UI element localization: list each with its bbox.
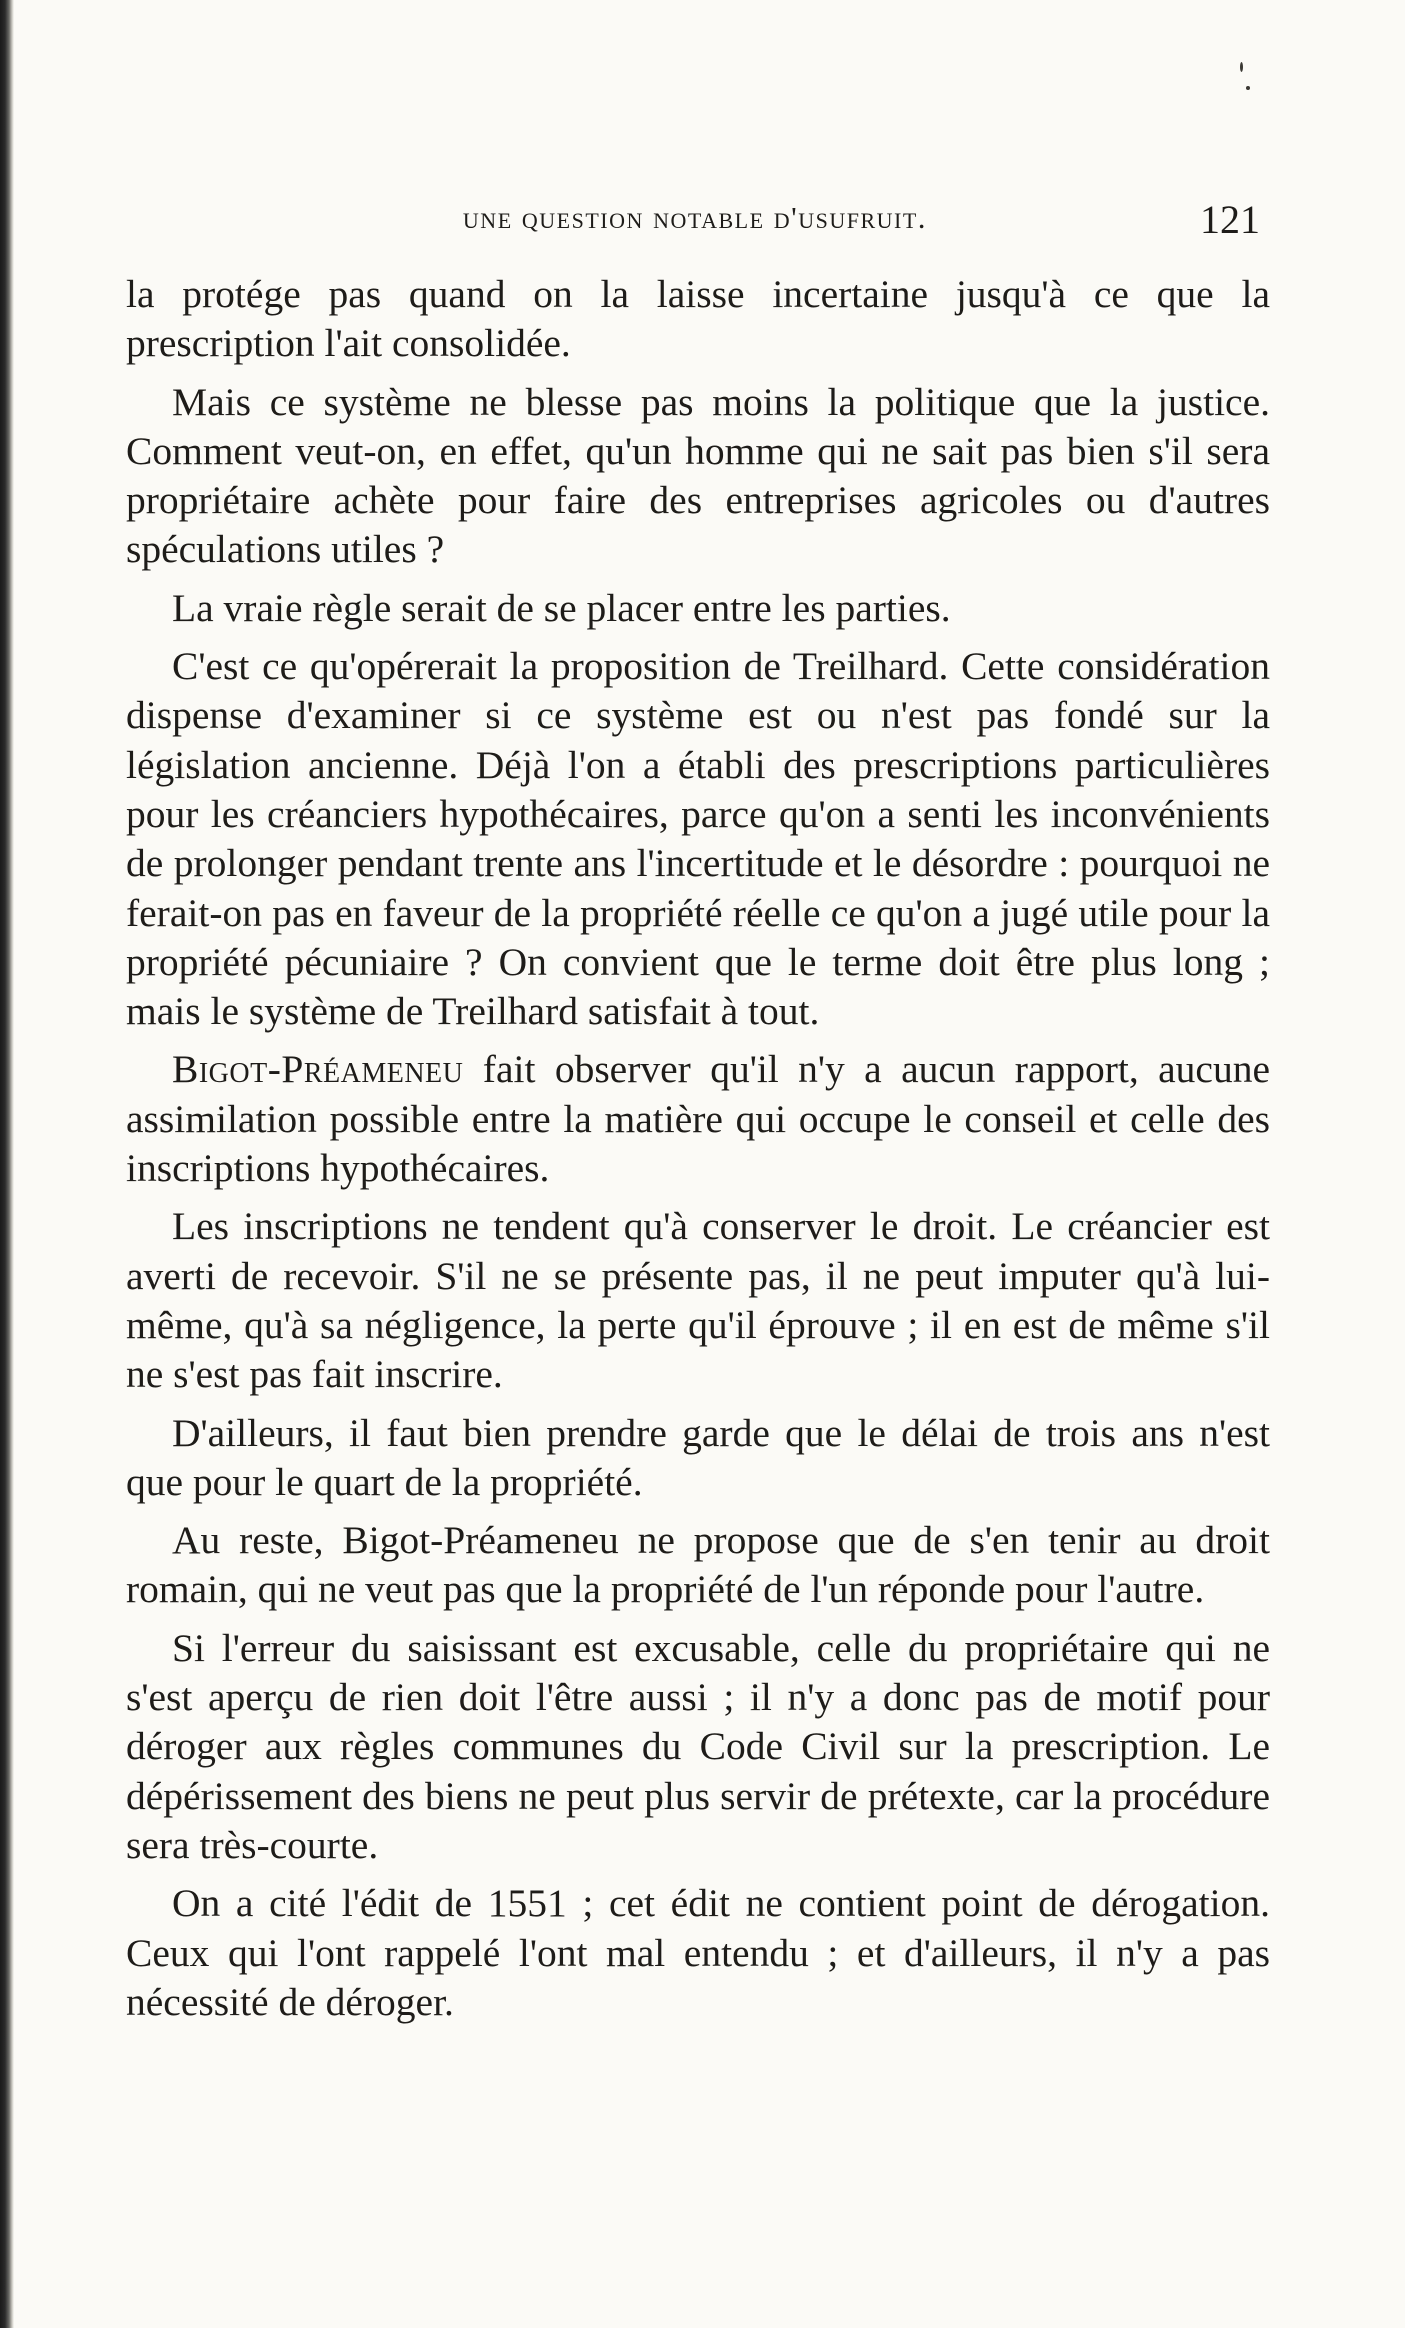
paragraph: Au reste, Bigot-Préameneu ne propose que de s'en tenir au droit romain, qui ne veut pas que la propriété de l'un réponde pour l'autre. (126, 1518, 1270, 1612)
paragraph-text: fait observer qu'il n'y a aucun rapport, aucune assimilation possible entre la matière qui occupe le conseil et celle des inscriptions hypothécaires. (126, 1047, 1270, 1191)
paragraph: C'est ce qu'opérerait la proposition de Treilhard. Cette considération dispense d'examiner si ce système est ou n'est pas fondé sur la législation ancienne. Déjà l'on a établi des prescriptions particulières pour les créanciers hypothécaires, parce qu'on a senti les inconvénients de prolonger pendant trente ans l'incertitude et le désordre : pourquoi ne ferait-on pas en faveur de la propriété réelle ce qu'on a jugé utile pour la propriété pécuniaire ? On convient que le terme doit être plus long ; mais le système de Treilhard satisfait à tout. (126, 644, 1270, 1034)
paragraph: On a cité l'édit de 1551 ; cet édit ne contient point de dérogation. Ceux qui l'ont rappelé l'ont mal entendu ; et d'ailleurs, il n'y a pas nécessité de déroger. (126, 1881, 1270, 2024)
page-number: 121 (1200, 197, 1260, 242)
page-header (130, 196, 1260, 244)
paragraph: Mais ce système ne blesse pas moins la politique que la justice. Comment veut-on, en effet, qu'un homme qui ne sait pas bien s'il sera propriétaire achète pour faire des entreprises agricoles ou d'autres spéculations utiles ? (126, 379, 1270, 572)
paragraph: Les inscriptions ne tendent qu'à conserver le droit. Le créancier est averti de recevoir. S'il ne se présente pas, il ne peut imputer qu'à lui-même, qu'à sa négligence, la perte qu'il éprouve ; il en est de même s'il ne s'est pas fait inscrire. (126, 1204, 1270, 1397)
paragraph: Si l'erreur du saisissant est excusable, celle du propriétaire qui ne s'est aperçu de rien doit l'être aussi ; il n'y a donc pas de motif pour déroger aux règles communes du Code Civil sur la prescription. Le dépérissement des biens ne peut plus servir de prétexte, car la procédure sera très-courte. (126, 1625, 1270, 1867)
running-title: une question notable d'usufruit. (462, 200, 928, 235)
ink-speck (1246, 86, 1250, 90)
ink-speck (1240, 62, 1243, 72)
paragraph: La vraie règle serait de se placer entre les parties. (172, 585, 951, 630)
body-text (126, 270, 1270, 2036)
speaker-name: Bigot-Préameneu (172, 1047, 464, 1092)
paragraph: la protége pas quand on la laisse incertaine jusqu'à ce que la prescription l'ait consolidée. (126, 272, 1270, 366)
page-binding-edge (0, 0, 14, 2328)
paragraph (126, 1045, 1270, 1193)
paragraph: D'ailleurs, il faut bien prendre garde que le délai de trois ans n'est que pour le quart de la propriété. (126, 1410, 1270, 1504)
